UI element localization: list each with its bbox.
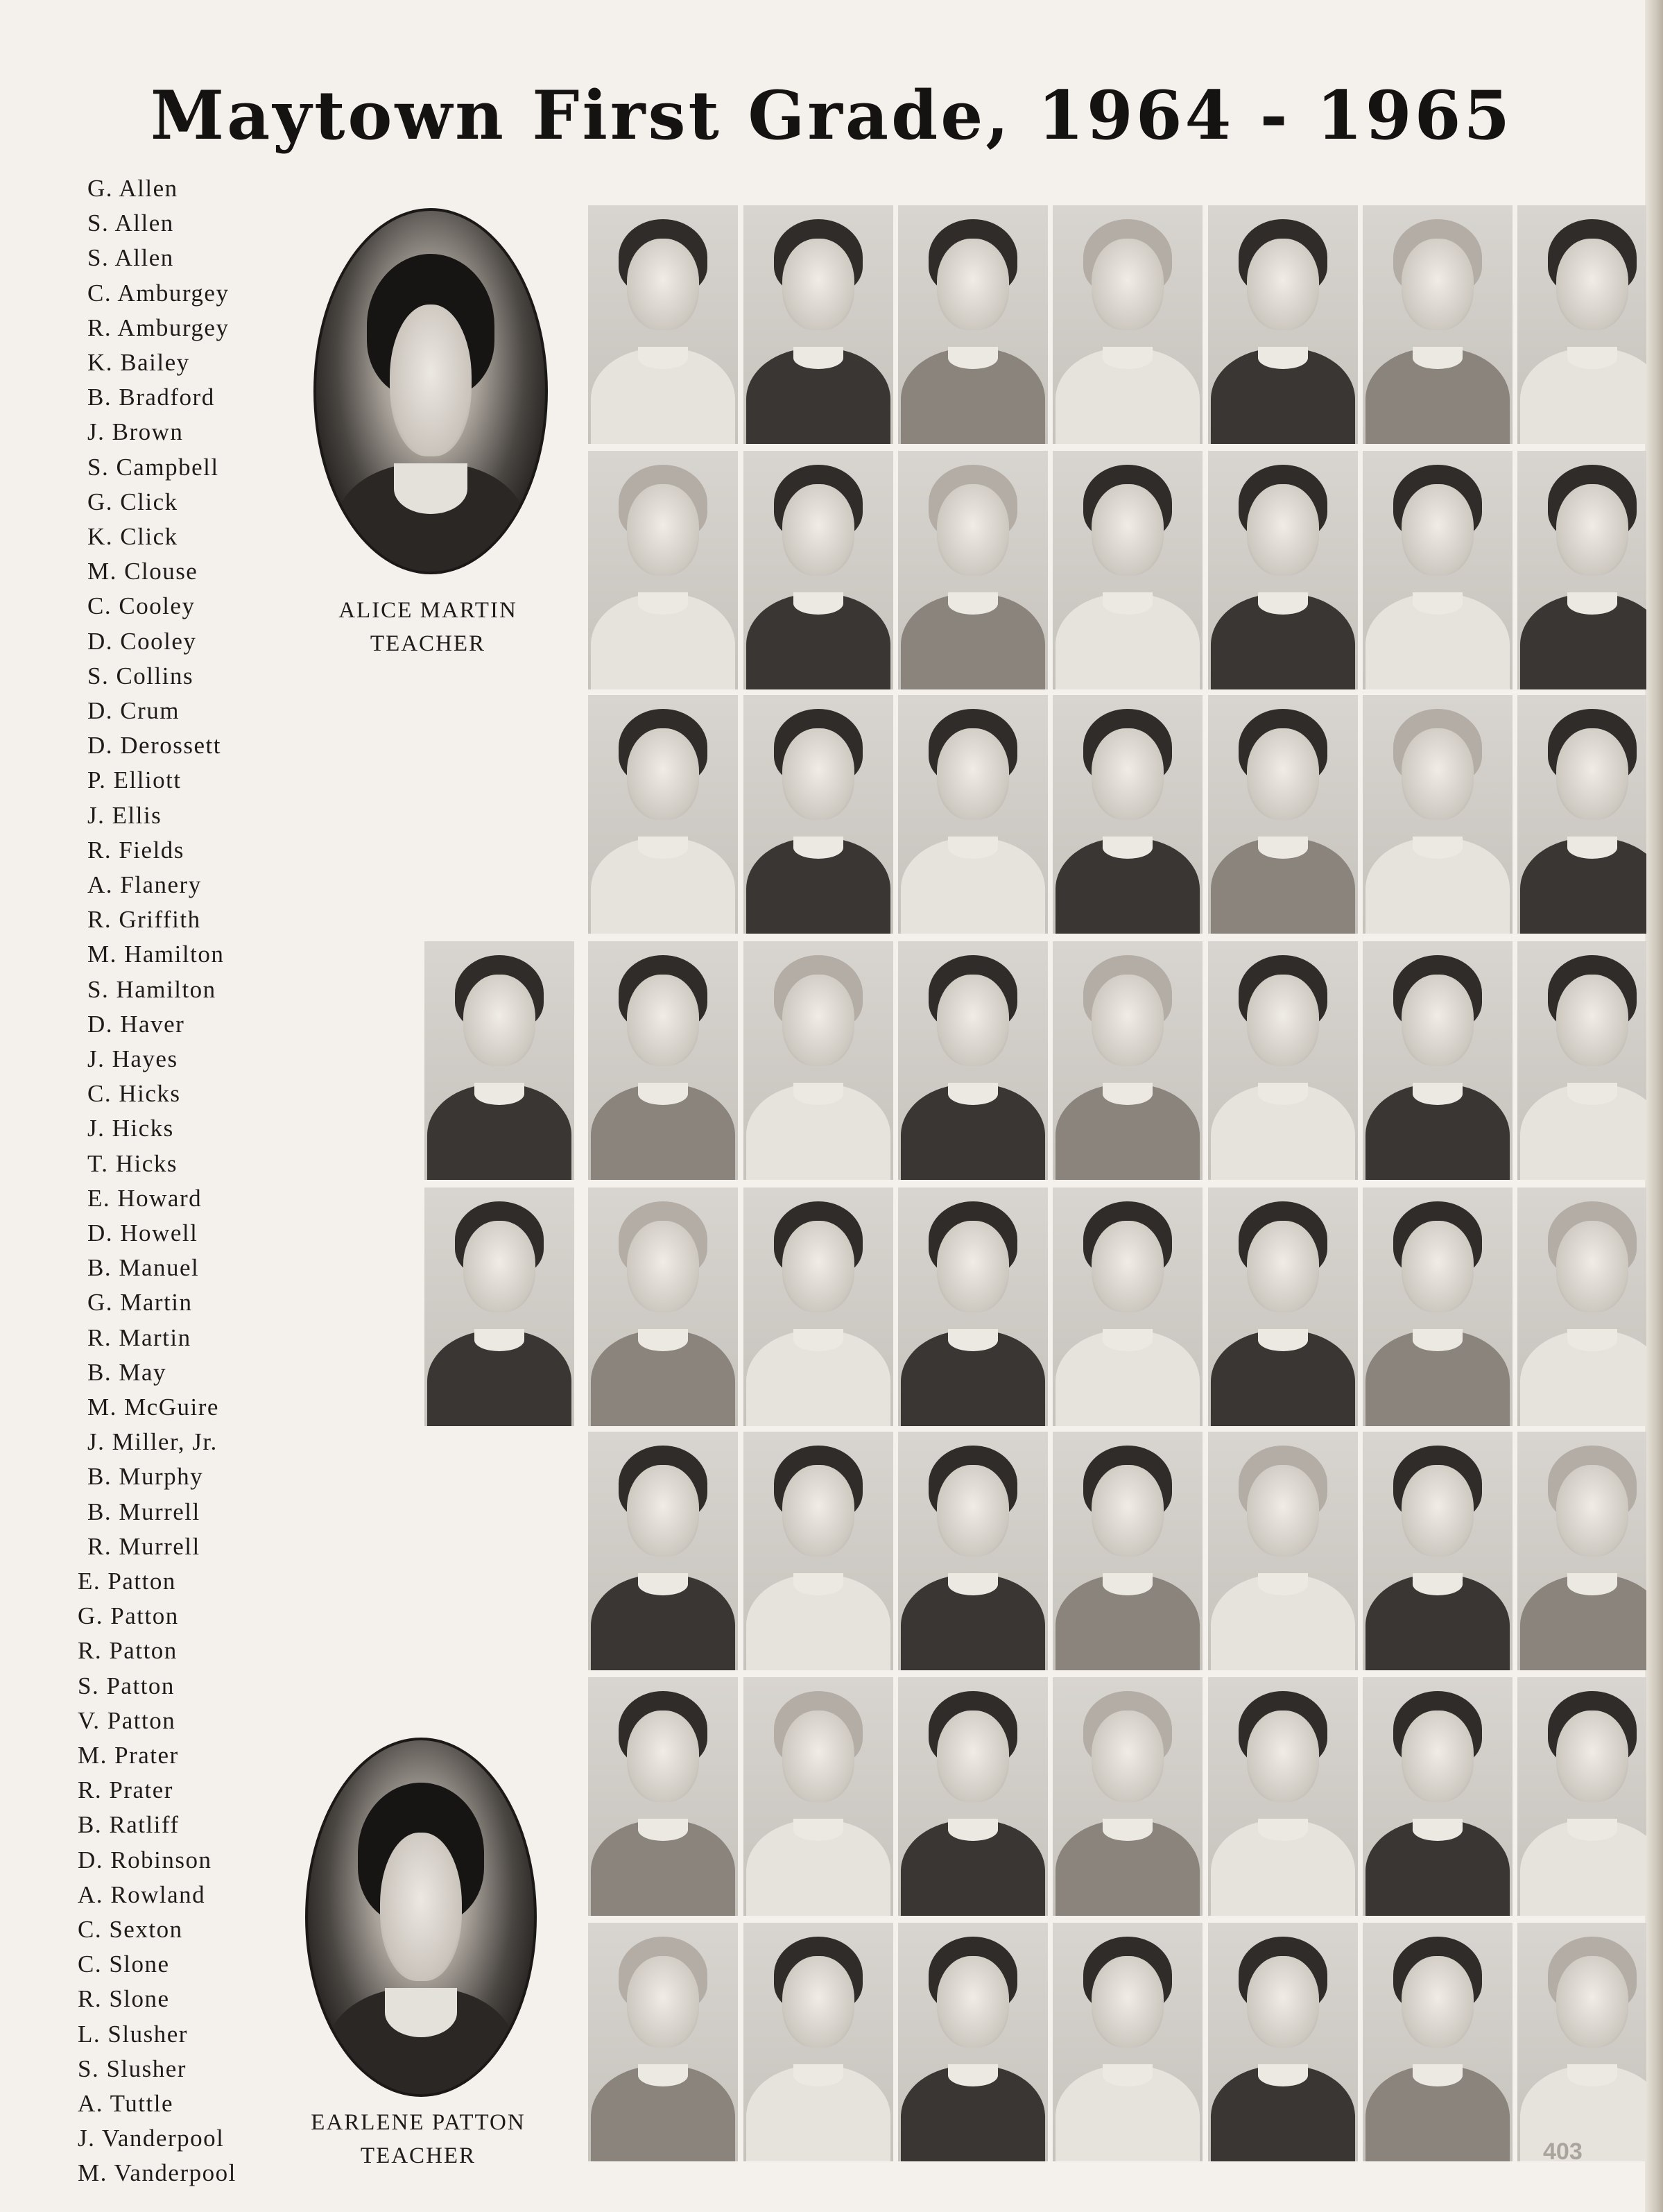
student-name: J. Brown <box>87 418 184 446</box>
student-photo <box>898 1432 1048 1670</box>
student-photo <box>898 941 1048 1180</box>
student-name: S. Hamilton <box>87 975 216 1003</box>
teacher-role: TEACHER <box>370 631 486 656</box>
student-photo <box>588 1677 738 1916</box>
student-photo <box>1363 1188 1513 1426</box>
student-photo <box>743 1677 893 1916</box>
student-name: K. Click <box>87 523 178 550</box>
student-name: D. Crum <box>87 697 180 724</box>
student-photo <box>424 1188 574 1426</box>
student-name: G. Click <box>87 488 178 515</box>
student-photo <box>1517 1188 1646 1426</box>
student-name: A. Rowland <box>78 1880 206 1908</box>
student-photo <box>1053 205 1203 444</box>
teacher-name: EARLENE PATTON <box>311 2110 526 2135</box>
student-photo <box>1363 451 1513 689</box>
student-name: B. Ratliff <box>78 1811 180 1839</box>
student-name: E. Howard <box>87 1184 203 1212</box>
student-name: P. Elliott <box>87 766 182 794</box>
student-photo <box>1517 695 1646 934</box>
student-name: E. Patton <box>78 1568 176 1595</box>
student-name: J. Hicks <box>87 1115 174 1142</box>
student-name: A. Flanery <box>87 871 202 898</box>
student-photo <box>1208 1677 1358 1916</box>
student-name: D. Haver <box>87 1010 185 1038</box>
student-photo <box>743 1923 893 2161</box>
student-photo <box>1053 941 1203 1180</box>
student-name: D. Derossett <box>87 732 221 760</box>
student-name: L. Slusher <box>78 2020 188 2048</box>
student-photo <box>588 205 738 444</box>
student-name: D. Howell <box>87 1219 198 1246</box>
student-name: R. Patton <box>78 1637 178 1665</box>
student-name: M. McGuire <box>87 1394 219 1421</box>
student-name: S. Slusher <box>78 2055 187 2082</box>
student-photo <box>1208 695 1358 934</box>
student-photo <box>1363 1923 1513 2161</box>
student-photo <box>1517 205 1646 444</box>
student-name: T. Hicks <box>87 1149 178 1177</box>
student-name: J. Miller, Jr. <box>87 1428 218 1456</box>
student-photo <box>588 1432 738 1670</box>
student-name: R. Prater <box>78 1776 173 1804</box>
student-photo <box>588 451 738 689</box>
page-number: 403 <box>1543 2138 1583 2165</box>
student-name: B. May <box>87 1358 166 1386</box>
student-name: K. Bailey <box>87 349 190 376</box>
student-name: G. Allen <box>87 175 178 202</box>
student-photo <box>898 1188 1048 1426</box>
student-name: G. Patton <box>78 1602 179 1630</box>
student-name: J. Ellis <box>87 801 162 829</box>
student-name: C. Slone <box>78 1950 170 1978</box>
student-name: S. Collins <box>87 662 194 689</box>
student-name: S. Allen <box>87 209 174 237</box>
student-photo <box>743 941 893 1180</box>
student-photo <box>743 1432 893 1670</box>
student-name: G. Martin <box>87 1289 193 1317</box>
student-name: S. Allen <box>87 244 174 272</box>
student-photo <box>743 205 893 444</box>
student-photo <box>1053 451 1203 689</box>
student-name: C. Cooley <box>87 592 196 620</box>
student-photo <box>588 695 738 934</box>
student-photo <box>1208 205 1358 444</box>
student-photo <box>1517 1432 1646 1670</box>
student-name: C. Sexton <box>78 1916 183 1943</box>
student-photo <box>1208 1923 1358 2161</box>
student-name: R. Murrell <box>87 1532 200 1560</box>
student-photo <box>1363 205 1513 444</box>
student-photo <box>1363 941 1513 1180</box>
student-photo <box>1053 1432 1203 1670</box>
student-photo <box>588 1923 738 2161</box>
student-photo <box>898 1677 1048 1916</box>
student-photo <box>743 695 893 934</box>
student-name: A. Tuttle <box>78 2090 173 2117</box>
student-name: B. Bradford <box>87 384 215 411</box>
student-name: D. Robinson <box>78 1846 212 1874</box>
student-photo <box>1517 1677 1646 1916</box>
student-name: B. Manuel <box>87 1254 200 1282</box>
student-photo <box>898 695 1048 934</box>
student-photo <box>424 941 574 1180</box>
student-photo <box>1363 695 1513 934</box>
student-name: D. Cooley <box>87 627 197 655</box>
student-photo <box>898 1923 1048 2161</box>
student-photo <box>1053 1923 1203 2161</box>
student-photo <box>1517 941 1646 1180</box>
student-photo <box>898 451 1048 689</box>
student-name: M. Clouse <box>87 558 198 585</box>
student-photo <box>1208 1188 1358 1426</box>
student-photo <box>1053 1188 1203 1426</box>
student-name: R. Slone <box>78 1985 170 2013</box>
student-photo <box>1517 451 1646 689</box>
student-name: V. Patton <box>78 1706 176 1734</box>
student-name: J. Hayes <box>87 1045 178 1072</box>
page-title: Maytown First Grade, 1964 - 1965 <box>150 76 1513 155</box>
student-name: M. Vanderpool <box>78 2159 236 2187</box>
student-photo <box>1053 695 1203 934</box>
student-name: S. Campbell <box>87 453 219 481</box>
student-photo <box>1517 1923 1646 2161</box>
student-name: C. Amburgey <box>87 279 230 307</box>
student-name: B. Murphy <box>87 1463 204 1491</box>
student-photo <box>588 1188 738 1426</box>
student-name: R. Griffith <box>87 906 201 934</box>
student-name: J. Vanderpool <box>78 2125 225 2152</box>
student-name: B. Murrell <box>87 1498 200 1525</box>
student-photo <box>1363 1432 1513 1670</box>
student-photo <box>1363 1677 1513 1916</box>
student-photo <box>743 1188 893 1426</box>
teacher-role: TEACHER <box>360 2143 476 2168</box>
student-name: R. Fields <box>87 836 184 864</box>
student-photo <box>588 941 738 1180</box>
teacher-name: ALICE MARTIN <box>338 598 517 623</box>
student-name: M. Hamilton <box>87 941 225 968</box>
student-name: S. Patton <box>78 1672 175 1699</box>
student-photo <box>743 451 893 689</box>
student-photo <box>1208 451 1358 689</box>
student-name: C. Hicks <box>87 1080 181 1108</box>
student-name: R. Martin <box>87 1323 191 1351</box>
student-photo <box>1208 941 1358 1180</box>
student-photo <box>898 205 1048 444</box>
student-name: M. Prater <box>78 1742 179 1769</box>
student-photo <box>1208 1432 1358 1670</box>
student-name: R. Amburgey <box>87 314 230 341</box>
student-photo <box>1053 1677 1203 1916</box>
